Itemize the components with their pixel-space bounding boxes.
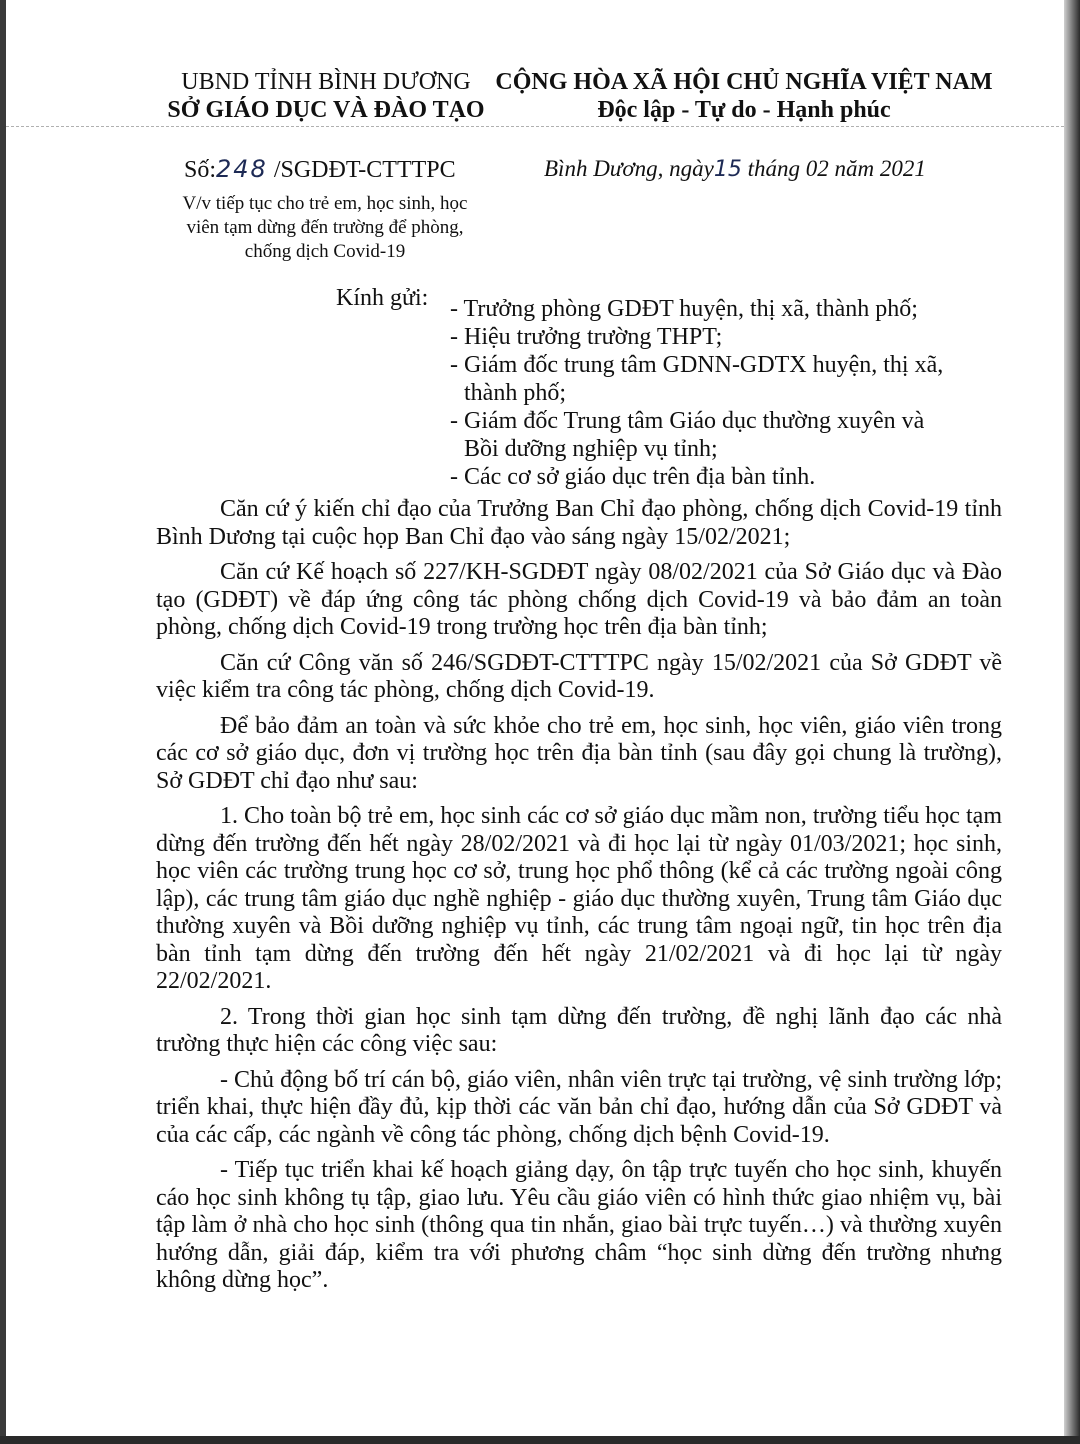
recipient-item: - Hiệu trưởng trường THPT; [450, 324, 723, 350]
agency-name: SỞ GIÁO DỤC VÀ ĐÀO TẠO [167, 97, 485, 123]
recipients-label: Kính gửi: [336, 285, 429, 311]
number-code: /SGDĐT-CTTTPC [267, 157, 456, 183]
recipient-item-continued: thành phố; [464, 380, 566, 406]
scan-edge-bottom [0, 1436, 1080, 1444]
body-paragraph: 2. Trong thời gian học sinh tạm dừng đến trường, đề nghị lãnh đạo các nhà trường thực hiện các công việc sau: [156, 1003, 1002, 1057]
place-date-suffix: tháng 02 năm 2021 [741, 156, 926, 181]
recipient-item: - Các cơ sở giáo dục trên địa bàn tỉnh. [450, 464, 816, 490]
body-paragraph: Căn cứ Kế hoạch số 227/KH-SGDĐT ngày 08/02/2021 của Sở Giáo dục và Đào tạo (GDĐT) về đáp ứng công tác phòng chống dịch Covid-19 và bảo đảm an toàn phòng, chống dịch Covid-19 trong trường học trên địa bàn tỉnh; [156, 559, 1002, 640]
national-heading [494, 68, 994, 124]
number-prefix: Số: [184, 157, 217, 183]
agency-parent: UBND TỈNH BÌNH DƯƠNG [181, 69, 471, 95]
document-subject: V/v tiếp tục cho trẻ em, học sinh, học viên tạm dừng đến trường để phòng, chống dịch Covid-19 [182, 193, 468, 262]
national-motto: Độc lập - Tự do - Hạnh phúc [597, 97, 891, 123]
issuing-agency [156, 68, 496, 124]
body-paragraph: Căn cứ Công văn số 246/SGDĐT-CTTTPC ngày 15/02/2021 của Sở GDĐT về việc kiểm tra công tác phòng, chống dịch Covid-19. [156, 649, 1002, 703]
handwritten-day: 15 [713, 157, 742, 182]
scan-edge-right [1064, 0, 1080, 1444]
document-number [184, 154, 456, 185]
body-paragraph: Căn cứ ý kiến chỉ đạo của Trưởng Ban Chỉ đạo phòng, chống dịch Covid-19 tỉnh Bình Dương tại cuộc họp Ban Chỉ đạo vào sáng ngày 15/02/2021; [156, 496, 1002, 550]
recipient-item: - Giám đốc Trung tâm Giáo dục thường xuyên và [450, 408, 925, 434]
recipient-item: - Trưởng phòng GDĐT huyện, thị xã, thành phố; [450, 296, 918, 322]
recipient-item-continued: Bồi dưỡng nghiệp vụ tỉnh; [464, 436, 718, 462]
recipient-item: - Giám đốc trung tâm GDNN-GDTX huyện, thị xã, [450, 352, 944, 378]
document-page [6, 0, 1064, 1436]
body-paragraph: Để bảo đảm an toàn và sức khỏe cho trẻ em, học sinh, học viên, giáo viên trong các cơ sở giáo dục, đơn vị trường học trên địa bàn tỉnh (sau đây gọi chung là trường), Sở GDĐT chỉ đạo như sau: [156, 712, 1002, 794]
document-body [156, 496, 1002, 1303]
handwritten-number: 248 [216, 155, 268, 183]
body-paragraph: 1. Cho toàn bộ trẻ em, học sinh các cơ sở giáo dục mầm non, trường tiểu học tạm dừng đến trường đến hết ngày 28/02/2021 và đi học lại từ ngày 01/03/2021; học sinh, học viên các trường trung học cơ sở, trung học phổ thông (kể cả các trường ngoài công lập), các trung tâm giáo dục nghề nghiệp - giáo dục thường xuyên, Trung tâm Giáo dục thường xuyên và Bồi dưỡng nghiệp vụ tỉnh, các trung tâm ngoại ngữ, tin học trên địa bàn tỉnh tạm dừng đến trường đến hết ngày 21/02/2021 và đi học lại từ ngày 22/02/2021. [156, 803, 1002, 994]
place-date-prefix: Bình Dương, ngày [544, 156, 714, 181]
header-divider [6, 126, 1064, 127]
place-date [544, 154, 926, 185]
recipients-list [450, 295, 990, 491]
country-name: CỘNG HÒA XÃ HỘI CHỦ NGHĨA VIỆT NAM [495, 69, 993, 95]
body-paragraph: - Tiếp tục triển khai kế hoạch giảng dạy, ôn tập trực tuyến cho học sinh, khuyến cáo học sinh không tụ tập, giao lưu. Yêu cầu giáo viên có hình thức giao nhiệm vụ, bài tập làm ở nhà cho học sinh (thông qua tin nhắn, giao bài trực tuyến…) và thường xuyên hướng dẫn, giải đáp, kiểm tra với phương châm “học sinh dừng đến trường nhưng không dừng học”. [156, 1157, 1002, 1293]
body-paragraph: - Chủ động bố trí cán bộ, giáo viên, nhân viên trực tại trường, vệ sinh trường lớp; triển khai, thực hiện đầy đủ, kịp thời các văn bản chỉ đạo, hướng dẫn của Sở GDĐT và của các cấp, các ngành về công tác phòng, chống dịch bệnh Covid-19. [156, 1066, 1002, 1148]
